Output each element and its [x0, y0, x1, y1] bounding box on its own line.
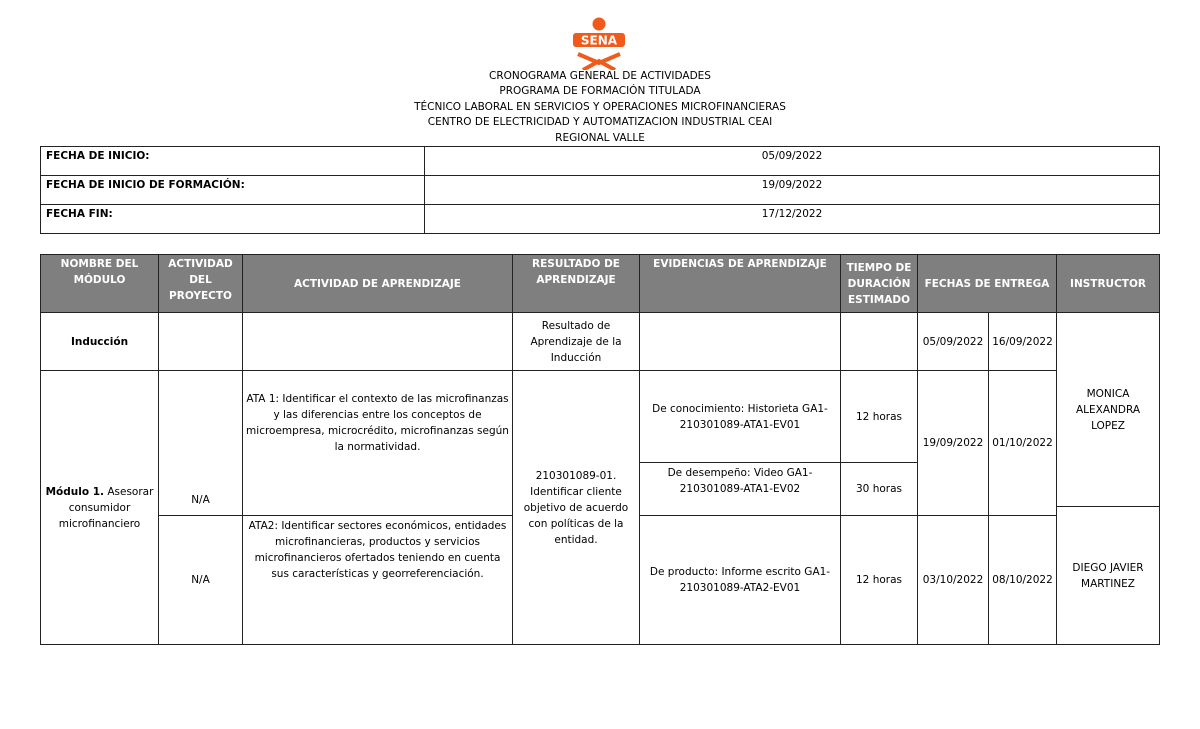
header-line-4: CENTRO DE ELECTRICIDAD Y AUTOMATIZACION INDUSTRIAL CEAI: [427, 116, 773, 129]
date-value: 05/09/2022: [425, 147, 1160, 176]
modulo-1-title: Asesorar consumidor microfinanciero: [58, 485, 154, 530]
col-header-instructor: INSTRUCTOR: [1057, 255, 1160, 313]
cell-ata1-fecha-fin: 01/10/2022: [989, 371, 1057, 516]
date-row-formacion: [41, 176, 1160, 205]
cell-empty: [159, 313, 243, 371]
cell-empty: [640, 313, 841, 371]
cell-evidencia-3: De producto: Informe escrito GA1-210301089-ATA2-EV01: [640, 516, 841, 645]
modulo-1-number: Módulo 1.: [45, 485, 104, 498]
cell-instructor-1: MONICA ALEXANDRA LOPEZ: [1057, 313, 1160, 507]
schedule-table: [40, 254, 1160, 645]
date-row-fin: [41, 205, 1160, 234]
document-header: [0, 69, 1200, 146]
logo-text: SENA: [580, 33, 618, 48]
cell-tiempo-2: 30 horas: [841, 463, 918, 516]
date-label: FECHA DE INICIO DE FORMACIÓN:: [41, 176, 425, 205]
cell-tiempo-1: 12 horas: [841, 371, 918, 463]
table-row-ata1-ev1: [41, 371, 1160, 463]
cell-actividad-proyecto-2: N/A: [159, 516, 243, 645]
cell-fecha-inicio-induccion: 05/09/2022: [918, 313, 989, 371]
date-value: 17/12/2022: [425, 205, 1160, 234]
cell-resultado-modulo-1: 210301089-01. Identificar cliente objetivo de acuerdo con políticas de la entidad.: [513, 371, 640, 645]
cell-actividad-proyecto-1: N/A: [159, 371, 243, 516]
cell-ata2-fecha-fin: 08/10/2022: [989, 516, 1057, 645]
col-header-actividad-proyecto: ACTIVIDAD DEL PROYECTO: [159, 255, 243, 313]
cell-tiempo-3: 12 horas: [841, 516, 918, 645]
date-label: FECHA DE INICIO:: [41, 147, 425, 176]
header-row: [41, 255, 1160, 313]
col-header-modulo: NOMBRE DEL MÓDULO: [41, 255, 159, 313]
table-row-induccion: [41, 313, 1160, 371]
header-line-1: CRONOGRAMA GENERAL DE ACTIVIDADES: [489, 70, 711, 82]
cell-fecha-fin-induccion: 16/09/2022: [989, 313, 1057, 371]
col-header-resultado: RESULTADO DE APRENDIZAJE: [513, 255, 640, 313]
date-row-inicio: [41, 147, 1160, 176]
col-header-fechas: FECHAS DE ENTREGA: [918, 255, 1057, 313]
cell-empty: [243, 313, 513, 371]
cell-evidencia-1: De conocimiento: Historieta GA1-210301089-ATA1-EV01: [640, 371, 841, 463]
cell-evidencia-2: De desempeño: Video GA1-210301089-ATA1-EV02: [640, 463, 841, 516]
dates-table: [40, 146, 1160, 234]
sena-logo: [569, 16, 629, 70]
header-line-3: TÉCNICO LABORAL EN SERVICIOS Y OPERACIONES MICROFINANCIERAS: [414, 100, 786, 113]
cell-ata1-fecha-inicio: 19/09/2022: [918, 371, 989, 516]
cell-instructor-2: DIEGO JAVIER MARTINEZ: [1057, 507, 1160, 645]
date-label: FECHA FIN:: [41, 205, 425, 234]
logo-head: [593, 18, 606, 31]
header-line-2: PROGRAMA DE FORMACIÓN TITULADA: [499, 85, 701, 98]
header-line-5: REGIONAL VALLE: [555, 131, 645, 144]
date-value: 19/09/2022: [425, 176, 1160, 205]
cell-ata2-fecha-inicio: 03/10/2022: [918, 516, 989, 645]
cell-modulo-1: [41, 371, 159, 645]
cell-modulo-induccion: Inducción: [41, 313, 159, 371]
cell-ata1: ATA 1: Identificar el contexto de las microfinanzas y las diferencias entre los conceptos de microempresa, microcrédito, microfinanzas según la normatividad.: [243, 371, 513, 516]
cell-empty: [841, 313, 918, 371]
col-header-actividad-aprendizaje: ACTIVIDAD DE APRENDIZAJE: [243, 255, 513, 313]
cell-resultado-induccion: Resultado de Aprendizaje de la Inducción: [513, 313, 640, 371]
cell-ata2: ATA2: Identificar sectores económicos, entidades microfinancieras, productos y servicios microfinancieros ofertados teniendo en cuenta sus características y georreferenciación.: [243, 516, 513, 645]
col-header-evidencias: EVIDENCIAS DE APRENDIZAJE: [640, 255, 841, 313]
col-header-tiempo: TIEMPO DE DURACIÓN ESTIMADO: [841, 255, 918, 313]
